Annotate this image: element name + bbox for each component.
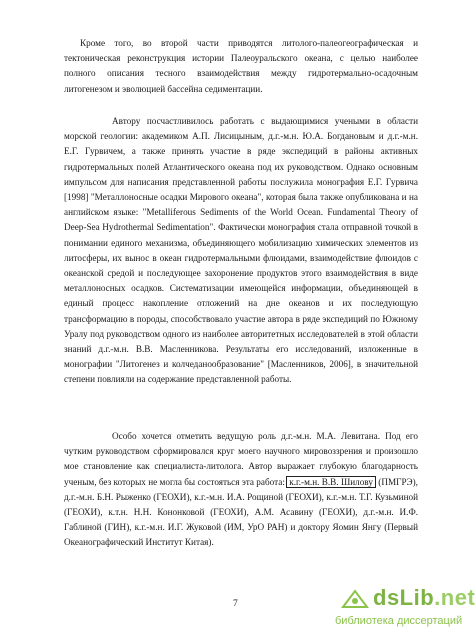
- dslib-logo-text: [373, 585, 475, 611]
- paragraph-3: [64, 429, 418, 551]
- logo-main: dsLib: [373, 585, 435, 610]
- paragraph-3-text-before: Особо хочется отметить ведущую роль д.г.-м.н. М.А. Левитана. Под его чутким руководством сформировался круг моего научного мировоззрения и произошло мое становление как специалиста-литолога. Автор выражает глубокую благодарность ученым, без которых не могла бы состояться эта работа:: [64, 431, 418, 487]
- page-number: 7: [233, 599, 238, 609]
- paragraph-3-text-after: (ПМГРЭ), д.г.-м.н. Б.Н. Рыженко (ГЕОХИ), к.г.-м.н. И.А. Рощиной (ГЕОХИ), к.г.-м.н. Т.Г. Кузьминой (ГЕОХИ), к.т.н. Н.Н. Кононковой (ГЕОХИ), А.М. Асавину (ГЕОХИ), д.г.-м.н. И.Ф. Габлиной (ГИН), к.г.-м.н. И.Г. Жуковой (ИМ, УрО РАН) и доктору Яомин Янгу (Первый Океанографический Институт Китая).: [64, 476, 418, 548]
- dslib-watermark: [335, 585, 475, 633]
- dslib-logo-icon: [341, 587, 369, 611]
- logo-suffix: .net: [434, 585, 475, 610]
- highlighted-name-box: к.г.-м.н. В.В. Шилову: [286, 476, 376, 488]
- paragraph-1: Кроме того, во второй части приводятся литолого-палеогеографическая и тектоническая реконструкция истории Палеоуральского океана, с целью наиболее полного описания тесного взаимодействия между гидротермально-осадочным литогенезом и эволюцией бассейна седиментации.: [64, 38, 418, 94]
- dslib-tagline: библиотека диссертаций: [335, 615, 463, 627]
- paragraph-2: Автору посчастливилось работать с выдающимися учеными в области морской геологии: академиком А.П. Лисицыным, д.г.-м.н. Ю.А. Богдановым и д.г.-м.н. Е.Г. Гурвичем, а также принять участие в ряде экспедиций в районы активных гидротермальных полей Атлантического океана под их руководством. Однако основным импульсом для написания представленной работы послужила монография Е.Г. Гурвича [1998] "Металлоносные осадки Мирового океана", которая была также опубликована и на английском языке: "Metalliferous Sediments of the World Ocean. Fundamental Theory of Deep-Sea Hydrothermal Sedimentation". Фактически монография стала отправной точкой в понимании единого механизма, объединяющего мобилизацию химических элементов из литосферы, их вынос в океан гидротермальными флюидами, взаимодействие флюидов с океанской средой и последующее захоронение продуктов этого взаимодействия в виде металлоносных осадков. Систематизации имеющейся информации, объединяющей в единый процесс накопление отложений на дне океанов и их последующую трансформацию в породы, способствовало участие автора в ряде экспедиций по Южному Уралу под руководством одного из наиболее авторитетных исследователей в этой области знаний д.г.-м.н. В.В. Масленникова. Результаты его исследований, изложенные в монографии "Литогенез и колчеданообразование" [Масленников, 2006], в значительной степени повлияли на содержание представленной работы.: [64, 116, 418, 385]
